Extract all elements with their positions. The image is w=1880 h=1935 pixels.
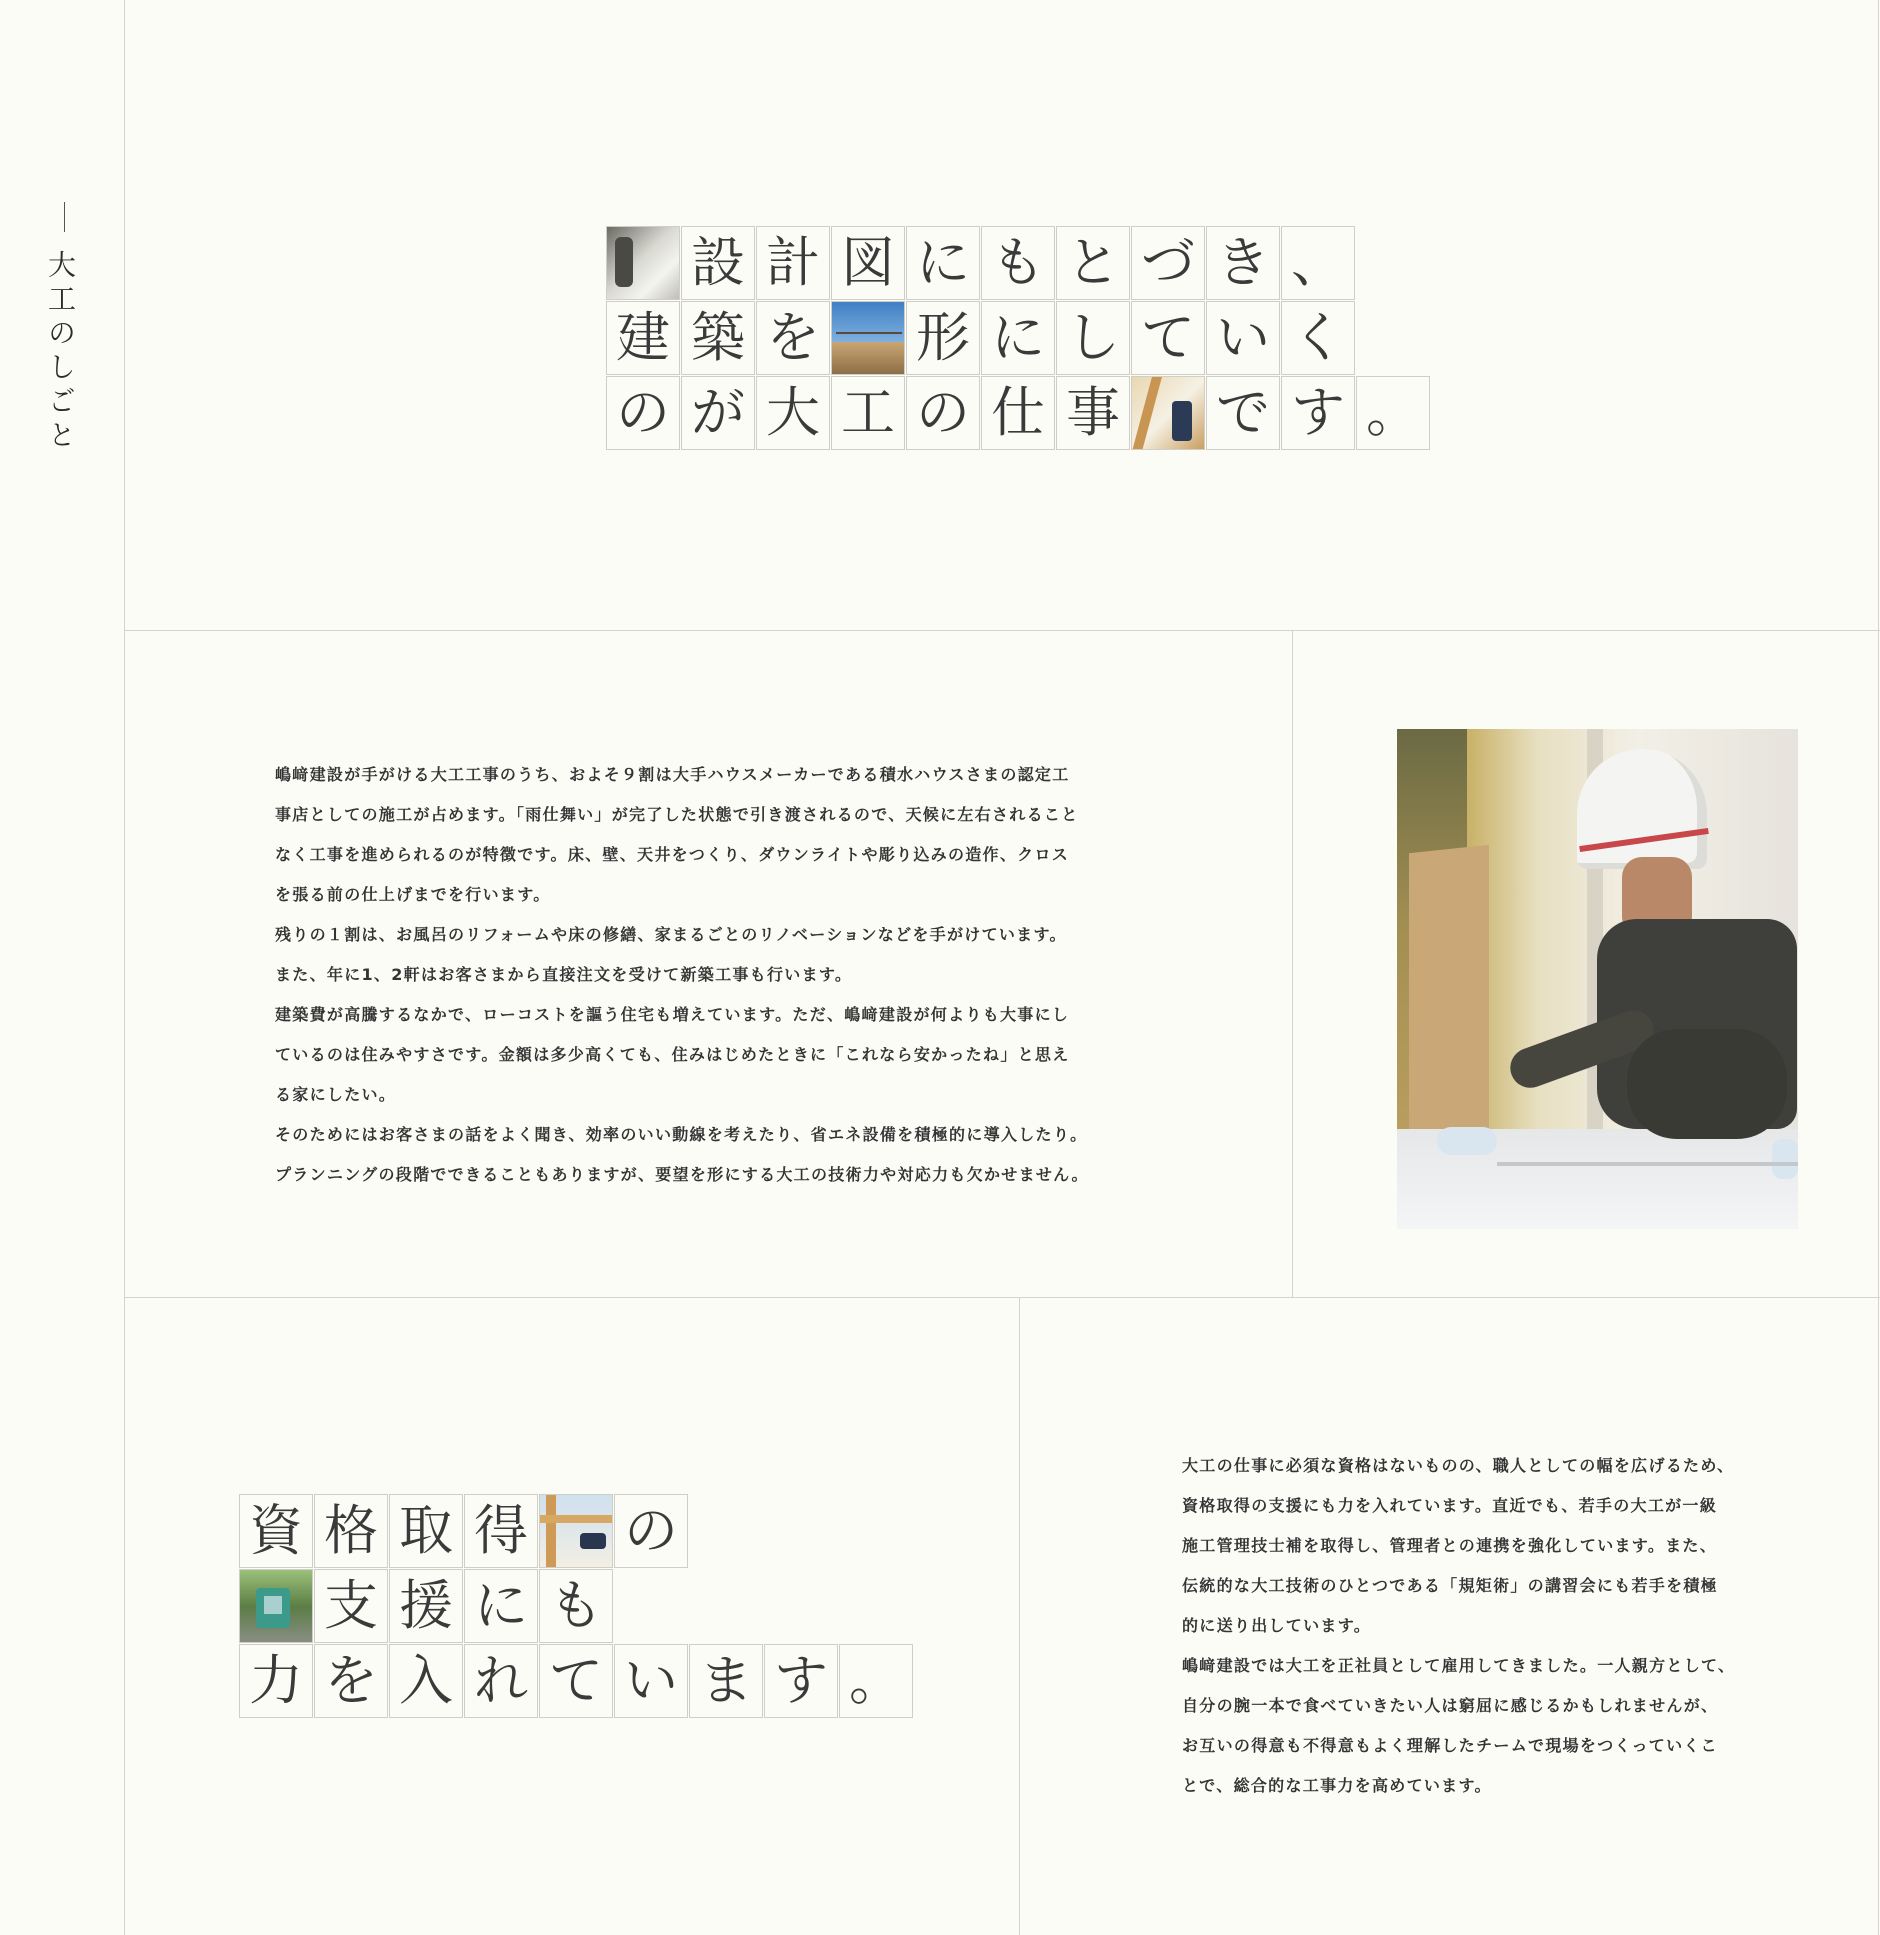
paragraph: そのためにはお客さまの話をよく聞き、効率のいい動線を考えたり、省エネ設備を積極的に導入したり。 bbox=[275, 1125, 1088, 1144]
headline-char: 取 bbox=[389, 1494, 463, 1568]
paragraph: 建築費が高騰するなかで、ローコストを謳う住宅も増えています。ただ、嶋﨑建設が何よりも大事にし bbox=[275, 1005, 1070, 1024]
paragraph: 自分の腕一本で食べていきたい人は窮屈に感じるかもしれませんが、 bbox=[1182, 1696, 1719, 1715]
paragraph: ているのは住みやすさです。金額は多少高くても、住みはじめたときに「これなら安かったね」と思え bbox=[275, 1045, 1070, 1064]
headline-photo-excavator bbox=[239, 1569, 313, 1643]
headline-char: 。 bbox=[839, 1644, 913, 1718]
carpenter-photo bbox=[1397, 729, 1798, 1229]
paragraph: また、年に1、2軒はお客さまから直接注文を受けて新築工事も行います。 bbox=[275, 965, 853, 984]
headline-photo-timber-frame bbox=[539, 1494, 613, 1568]
headline-char: て bbox=[1131, 301, 1205, 375]
headline-char: を bbox=[314, 1644, 388, 1718]
paragraph: 施工管理技士補を取得し、管理者との連携を強化しています。また、 bbox=[1182, 1536, 1718, 1555]
paragraph: を張る前の仕上げまでを行います。 bbox=[275, 885, 551, 904]
headline-char: す bbox=[764, 1644, 838, 1718]
headline-char: 得 bbox=[464, 1494, 538, 1568]
headline-char: づ bbox=[1131, 226, 1205, 300]
headline-char: の bbox=[606, 376, 680, 450]
headline-char: 築 bbox=[681, 301, 755, 375]
paragraph: なく工事を進められるのが特徴です。床、壁、天井をつくり、ダウンライトや彫り込みの造作、クロス bbox=[275, 845, 1070, 864]
side-title-dash bbox=[64, 202, 65, 232]
headline-char: 格 bbox=[314, 1494, 388, 1568]
headline-char: に bbox=[464, 1569, 538, 1643]
paragraph: 嶋﨑建設では大工を正社員として雇用してきました。一人親方として、 bbox=[1182, 1656, 1736, 1675]
headline-char: 入 bbox=[389, 1644, 463, 1718]
headline-char: 資 bbox=[239, 1494, 313, 1568]
headline-photo-blueprint bbox=[606, 226, 680, 300]
headline-char: 図 bbox=[831, 226, 905, 300]
headline-char: し bbox=[1056, 301, 1130, 375]
section-divider-2 bbox=[124, 1297, 1880, 1298]
headline-char: が bbox=[681, 376, 755, 450]
headline-photo-carpenter-ladder bbox=[1131, 376, 1205, 450]
headline-char: と bbox=[1056, 226, 1130, 300]
headline-char: 設 bbox=[681, 226, 755, 300]
headline-char: 力 bbox=[239, 1644, 313, 1718]
headline-char: も bbox=[539, 1569, 613, 1643]
sidebar-divider bbox=[124, 0, 125, 1935]
headline-char: 援 bbox=[389, 1569, 463, 1643]
headline-char: の bbox=[614, 1494, 688, 1568]
paragraph: 大工の仕事に必須な資格はないものの、職人としての幅を広げるため、 bbox=[1182, 1456, 1735, 1475]
paragraph: 事店としての施工が占めます。「雨仕舞い」が完了した状態で引き渡されるので、天候に左右されること bbox=[275, 805, 1079, 824]
headline-char: も bbox=[981, 226, 1055, 300]
right-border bbox=[1878, 0, 1879, 1935]
paragraph: お互いの得意も不得意もよく理解したチームで現場をつくっていくこ bbox=[1182, 1736, 1718, 1755]
column-divider-2 bbox=[1019, 1297, 1020, 1935]
headline-char: て bbox=[539, 1644, 613, 1718]
headline-char: ま bbox=[689, 1644, 763, 1718]
headline-char: 建 bbox=[606, 301, 680, 375]
paragraph: 的に送り出しています。 bbox=[1182, 1616, 1372, 1635]
headline-char: れ bbox=[464, 1644, 538, 1718]
paragraph: る家にしたい。 bbox=[275, 1085, 397, 1104]
paragraph: 伝統的な大工技術のひとつである「規矩術」の講習会にも若手を積極 bbox=[1182, 1576, 1718, 1595]
paragraph: 残りの１割は、お風呂のリフォームや床の修繕、家まるごとのリノベーションなどを手がけています。 bbox=[275, 925, 1067, 944]
headline-char: き bbox=[1206, 226, 1280, 300]
headline-char: い bbox=[614, 1644, 688, 1718]
paragraph: 嶋﨑建設が手がける大工工事のうち、およそ９割は大手ハウスメーカーである積水ハウスさまの認定工 bbox=[275, 765, 1070, 784]
headline-char: に bbox=[906, 226, 980, 300]
section-2-text bbox=[1182, 1446, 1822, 1806]
headline-char: に bbox=[981, 301, 1055, 375]
headline-char: 大 bbox=[756, 376, 830, 450]
headline-char: で bbox=[1206, 376, 1280, 450]
headline-char: 形 bbox=[906, 301, 980, 375]
headline-photo-construction-site bbox=[831, 301, 905, 375]
headline-char: 計 bbox=[756, 226, 830, 300]
section-divider-1 bbox=[124, 630, 1880, 631]
paragraph: とで、総合的な工事力を高めています。 bbox=[1182, 1776, 1492, 1795]
column-divider-1 bbox=[1292, 630, 1293, 1297]
headline-char: い bbox=[1206, 301, 1280, 375]
headline-char: 事 bbox=[1056, 376, 1130, 450]
paragraph: 資格取得の支援にも力を入れています。直近でも、若手の大工が一級 bbox=[1182, 1496, 1718, 1515]
headline-char: 工 bbox=[831, 376, 905, 450]
paragraph: プランニングの段階でできることもありますが、要望を形にする大工の技術力や対応力も欠かせません。 bbox=[275, 1165, 1089, 1184]
headline-char: 仕 bbox=[981, 376, 1055, 450]
headline-char: く bbox=[1281, 301, 1355, 375]
headline-char: す bbox=[1281, 376, 1355, 450]
section-1-text bbox=[275, 755, 1175, 1195]
headline-char: を bbox=[756, 301, 830, 375]
headline-char: 支 bbox=[314, 1569, 388, 1643]
headline-char: 。 bbox=[1356, 376, 1430, 450]
side-title: 大工のしごと bbox=[44, 250, 77, 454]
headline-char: の bbox=[906, 376, 980, 450]
headline-char: 、 bbox=[1281, 226, 1355, 300]
